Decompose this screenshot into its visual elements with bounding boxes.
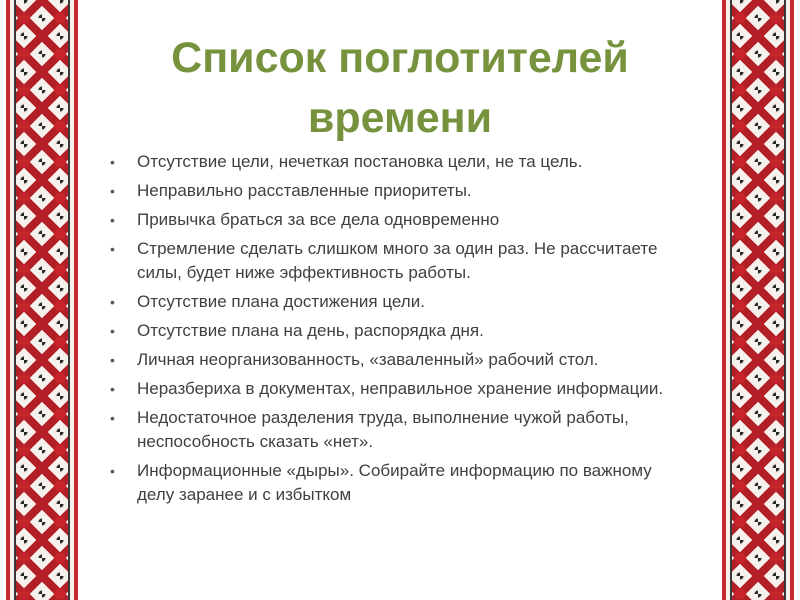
list-item-text: Неразбериха в документах, неправильное хранение информации. [137, 379, 664, 398]
bullet-icon: • [110, 352, 115, 368]
title-line-1: Список поглотителей [171, 34, 629, 82]
list-item [110, 150, 685, 174]
title-line-2: времени [307, 94, 493, 142]
slide-title [100, 28, 700, 148]
bullet-icon: • [110, 212, 115, 228]
list-item [110, 290, 685, 314]
list-item [110, 406, 685, 454]
left-embroidery-border [6, 0, 78, 600]
list-item-text: Стремление сделать слишком много за один раз. Не рассчитаете силы, будет ниже эффективность работы. [137, 239, 658, 282]
list-item-text: Отсутствие цели, нечеткая постановка цели, не та цель. [137, 152, 583, 171]
list-item [110, 377, 685, 401]
bullet-list [110, 150, 685, 512]
list-item [110, 208, 685, 232]
bullet-icon: • [110, 410, 115, 426]
bullet-icon: • [110, 463, 115, 479]
bullet-icon: • [110, 294, 115, 310]
list-item [110, 179, 685, 203]
list-item-text: Личная неорганизованность, «заваленный» рабочий стол. [137, 350, 599, 369]
list-item-text: Отсутствие плана на день, распорядка дня. [137, 321, 484, 340]
right-embroidery-border [722, 0, 794, 600]
list-item [110, 459, 685, 507]
list-item-text: Отсутствие плана достижения цели. [137, 292, 425, 311]
bullet-icon: • [110, 183, 115, 199]
list-item [110, 319, 685, 343]
list-item-text: Неправильно расставленные приоритеты. [137, 181, 472, 200]
bullet-icon: • [110, 154, 115, 170]
bullet-icon: • [110, 323, 115, 339]
list-item [110, 237, 685, 285]
bullet-icon: • [110, 241, 115, 257]
list-item [110, 348, 685, 372]
list-item-text: Привычка браться за все дела одновременно [137, 210, 500, 229]
list-item-text: Информационные «дыры». Собирайте информацию по важному делу заранее и с избытком [137, 461, 652, 504]
list-item-text: Недостаточное разделения труда, выполнение чужой работы, неспособность сказать «нет». [137, 408, 629, 451]
bullet-icon: • [110, 381, 115, 397]
